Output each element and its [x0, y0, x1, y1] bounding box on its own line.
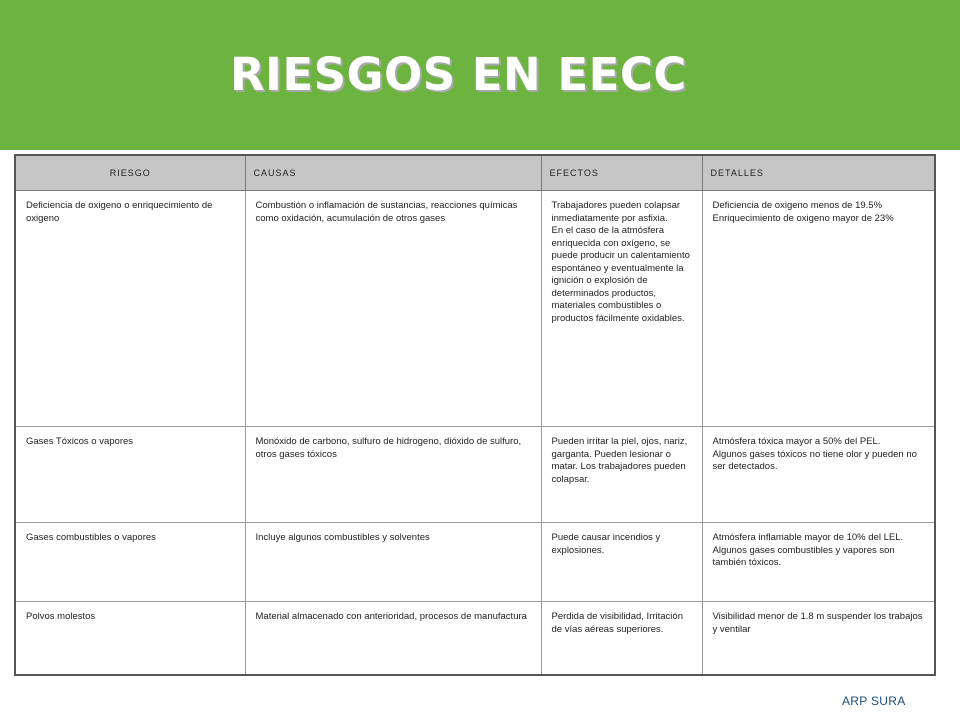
cell-causas: Monóxido de carbono, sulfuro de hidrogeno, dióxido de sulfuro, otros gases tóxicos [245, 427, 541, 523]
table-row [15, 602, 935, 675]
cell-efectos: Trabajadores pueden colapsar inmediatamente por asfixia. En el caso de la atmósfera enriquecida con oxígeno, se puede producir un calentamiento espontáneo y eventualmente la ignición o explosión de determinados productos, materiales combustibles o productos fácilmente oxidables. [541, 191, 702, 427]
slide-title: RIESGOS EN EECC [230, 48, 687, 101]
cell-efectos: Puede causar incendios y explosiones. [541, 523, 702, 602]
header-causas: CAUSAS [245, 155, 541, 191]
table-row [15, 523, 935, 602]
cell-riesgo: Deficiencia de oxigeno o enriquecimiento de oxigeno [15, 191, 245, 427]
cell-causas: Material almacenado con anterioridad, procesos de manufactura [245, 602, 541, 675]
cell-causas: Combustión o inflamación de sustancias, reacciones químicas como oxidación, acumulación de otros gases [245, 191, 541, 427]
header-riesgo: RIESGO [15, 155, 245, 191]
table-header-row [15, 155, 935, 191]
cell-riesgo: Polvos molestos [15, 602, 245, 675]
cell-efectos: Pueden irritar la piel, ojos, nariz, garganta. Pueden lesionar o matar. Los trabajadores pueden colapsar. [541, 427, 702, 523]
cell-riesgo: Gases combustibles o vapores [15, 523, 245, 602]
header-efectos: EFECTOS [541, 155, 702, 191]
table-row [15, 427, 935, 523]
cell-detalles: Deficiencia de oxigeno menos de 19.5% Enriquecimiento de oxigeno mayor de 23% [702, 191, 935, 427]
cell-causas: Incluye algunos combustibles y solventes [245, 523, 541, 602]
cell-detalles: Atmósfera tóxica mayor a 50% del PEL. Algunos gases tóxicos no tiene olor y pueden no ser detectados. [702, 427, 935, 523]
cell-efectos: Perdida de visibilidad, Irritación de vías aéreas superiores. [541, 602, 702, 675]
table-row [15, 191, 935, 427]
cell-detalles: Visibilidad menor de 1.8 m suspender los trabajos y ventilar [702, 602, 935, 675]
risk-table [14, 154, 936, 676]
footer-brand: ARP SURA [842, 694, 906, 708]
cell-riesgo: Gases Tóxicos o vapores [15, 427, 245, 523]
cell-detalles: Atmósfera inflamable mayor de 10% del LEL. Algunos gases combustibles y vapores son también tóxicos. [702, 523, 935, 602]
header-detalles: DETALLES [702, 155, 935, 191]
